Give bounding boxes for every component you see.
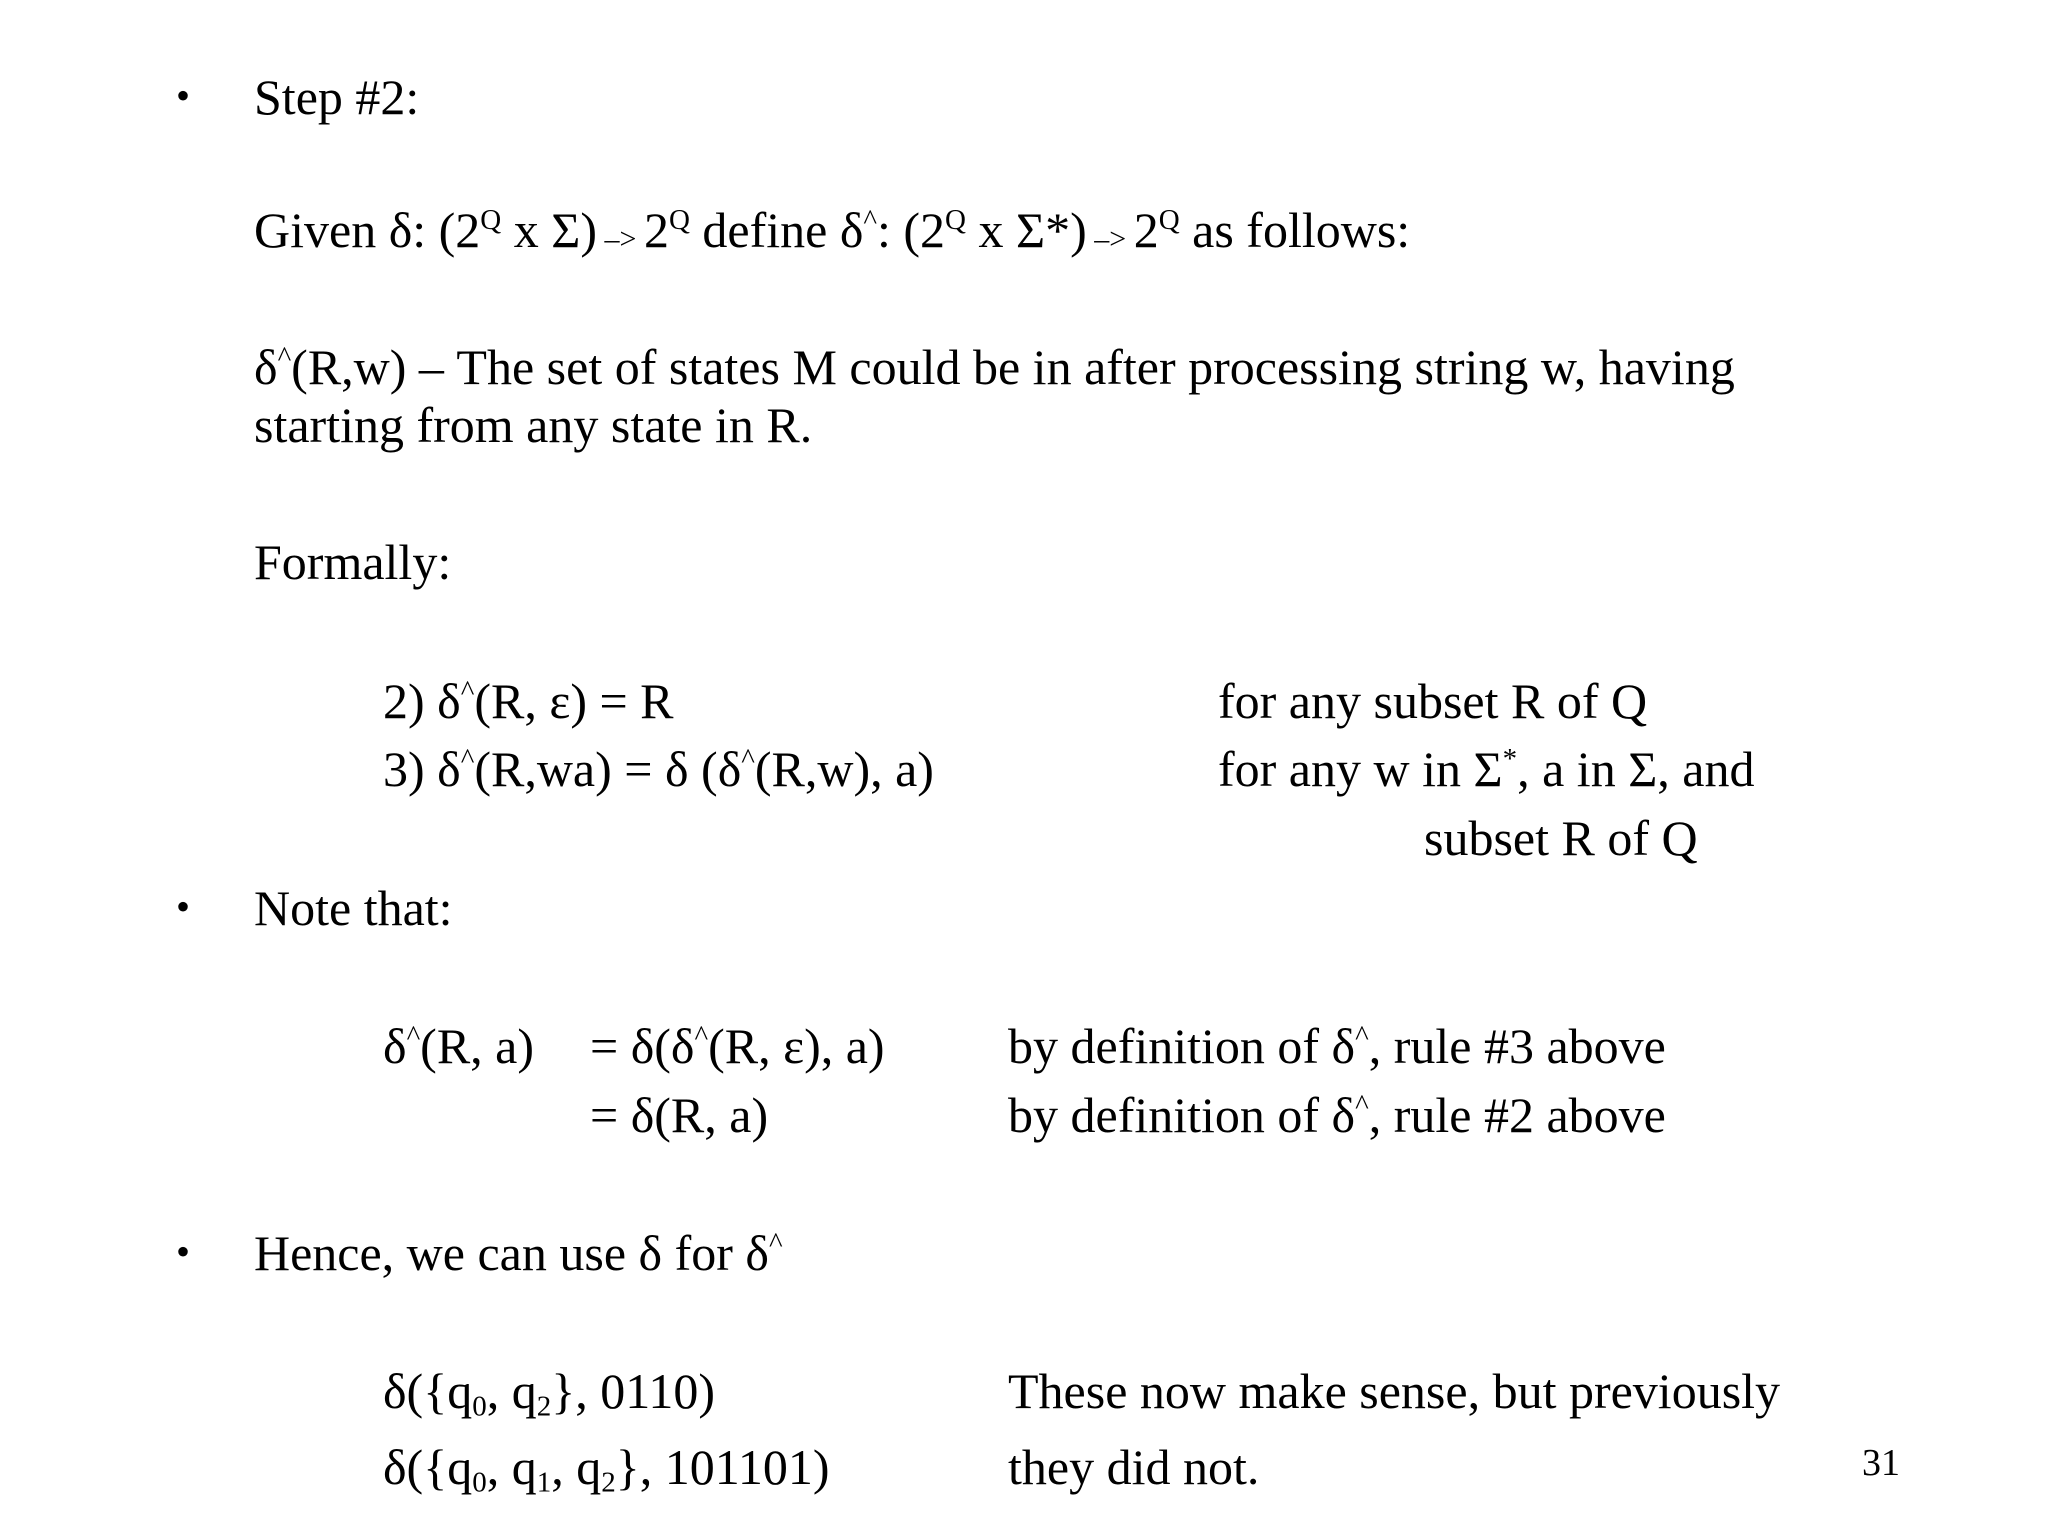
formally-label: Formally:	[254, 534, 452, 590]
ex1-sub-2: 2	[536, 1390, 552, 1423]
ex2-text-4: }, 101101)	[615, 1439, 830, 1495]
page-number: 31	[1862, 1442, 1900, 1484]
rule-3-condition	[1218, 741, 1755, 797]
given-sup-5: Q	[1158, 204, 1180, 237]
eq1-lhs-text: (R, a)	[420, 1018, 535, 1074]
ex2-text-2: , q	[486, 1439, 537, 1495]
given-text-4: define δ	[689, 202, 864, 258]
given-text-3: 2	[643, 202, 669, 258]
arrow-2: –>	[1086, 222, 1134, 256]
ex1-text-1: δ({q	[383, 1363, 473, 1419]
example-1-comment: These now make sense, but previously	[1008, 1363, 1781, 1419]
ex1-sub-1: 0	[472, 1390, 487, 1423]
rule2-text-1: 2) δ	[383, 673, 461, 729]
note-eq1-reason	[1008, 1018, 1666, 1074]
note-eq2-reason	[1008, 1087, 1666, 1143]
ex1-text-2: , q	[486, 1363, 537, 1419]
example-2-comment: they did not.	[1008, 1439, 1260, 1495]
description-line-1	[254, 339, 1735, 395]
eq1-reason-text-2: , rule #3 above	[1368, 1018, 1666, 1074]
rule2-text-2: (R, ε) = R	[474, 673, 674, 729]
rule3-sup-2: ^	[741, 743, 755, 776]
given-text-6: x Σ*)	[966, 202, 1087, 258]
hence-heading	[254, 1225, 783, 1281]
bullet-note: •	[176, 884, 191, 929]
example-2	[383, 1439, 830, 1499]
description-line-2: starting from any state in R.	[254, 397, 813, 453]
desc-delta: δ	[254, 339, 278, 395]
rule-3-condition-line-2: subset R of Q	[1424, 810, 1698, 866]
bullet-step2: •	[176, 73, 191, 118]
eq1-rhs-text-1: = δ(δ	[590, 1018, 695, 1074]
step2-heading: Step #2:	[254, 69, 420, 125]
given-text-5: : (2	[877, 202, 946, 258]
given-sup-3: ^	[863, 204, 877, 237]
rule3-text-2: (R,wa) = δ (δ	[474, 741, 742, 797]
eq2-reason-sup: ^	[1355, 1089, 1369, 1122]
eq2-reason-text-2: , rule #2 above	[1368, 1087, 1666, 1143]
rule-2-formula	[383, 673, 674, 729]
ex1-text-3: }, 0110)	[551, 1363, 716, 1419]
rule3-cond-text-1: for any w in Σ	[1218, 741, 1503, 797]
rule3-text-1: 3) δ	[383, 741, 461, 797]
bullet-hence: •	[176, 1229, 191, 1274]
given-text-2: x Σ)	[501, 202, 598, 258]
ex2-text-3: , q	[551, 1439, 602, 1495]
given-text-1: Given δ: (2	[254, 202, 481, 258]
eq1-reason-sup: ^	[1355, 1020, 1369, 1053]
eq1-rhs-text-2: (R, ε), a)	[708, 1018, 885, 1074]
given-sup-4: Q	[945, 204, 966, 237]
eq1-lhs-sup: ^	[406, 1020, 421, 1053]
given-text-8: as follows:	[1179, 202, 1411, 258]
ex2-sub-2: 1	[536, 1466, 552, 1499]
desc-sup: ^	[277, 341, 292, 374]
rule-2-condition: for any subset R of Q	[1218, 673, 1648, 729]
rule2-sup: ^	[460, 675, 475, 708]
hence-sup: ^	[768, 1227, 783, 1260]
note-eq1-lhs	[383, 1018, 535, 1074]
given-text-7: 2	[1133, 202, 1159, 258]
rule3-cond-sup: *	[1502, 743, 1518, 776]
ex2-text-1: δ({q	[383, 1439, 473, 1495]
eq1-lhs-delta: δ	[383, 1018, 407, 1074]
rule3-cond-text-2: , a in Σ, and	[1517, 741, 1755, 797]
ex2-sub-3: 2	[601, 1466, 616, 1499]
note-heading: Note that:	[254, 880, 453, 936]
note-eq2-rhs: = δ(R, a)	[590, 1087, 769, 1143]
note-eq1-rhs	[590, 1018, 885, 1074]
rule3-text-3: (R,w), a)	[754, 741, 934, 797]
rule-3-formula	[383, 741, 934, 797]
arrow-1: –>	[597, 222, 644, 256]
eq2-reason-text-1: by definition of δ	[1008, 1087, 1356, 1143]
ex2-sub-1: 0	[472, 1466, 487, 1499]
rule3-sup-1: ^	[460, 743, 475, 776]
given-sup-2: Q	[668, 204, 690, 237]
eq1-reason-text-1: by definition of δ	[1008, 1018, 1356, 1074]
hence-text: Hence, we can use δ for δ	[254, 1225, 769, 1281]
eq1-rhs-sup: ^	[694, 1020, 709, 1053]
given-sup-1: Q	[480, 204, 502, 237]
desc-text: (R,w) – The set of states M could be in after processing string w, having	[291, 339, 1735, 395]
example-1	[383, 1363, 716, 1423]
given-definition-line	[254, 202, 1411, 258]
